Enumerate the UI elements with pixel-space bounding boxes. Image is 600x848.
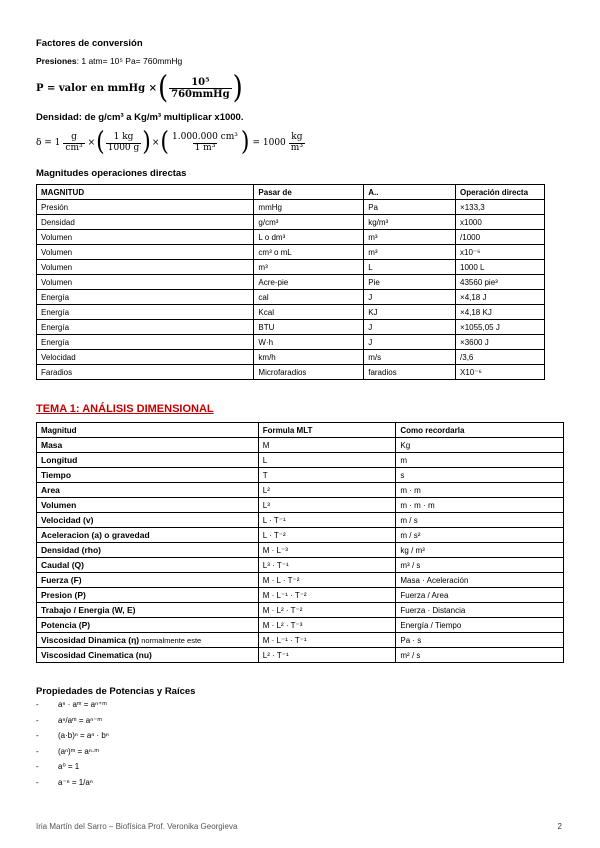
presiones-line (36, 56, 182, 66)
paren-open: ( (157, 70, 169, 106)
conversion-cell: faradios (364, 365, 456, 380)
formula-d-start: δ = 1 (36, 138, 61, 148)
dimensional-cell: m / s (396, 513, 564, 528)
dimensional-cell: Masa (37, 438, 259, 453)
conversion-cell: Energía (37, 320, 254, 335)
conversion-cell: km/h (254, 350, 364, 365)
conversion-cell: J (364, 335, 456, 350)
conversion-cell: Volumen (37, 230, 254, 245)
table-row (37, 200, 545, 215)
formula-d-f2 (170, 133, 240, 154)
conversion-cell: Microfaradios (254, 365, 364, 380)
dimensional-cell: m · m (396, 483, 564, 498)
table-row (37, 290, 545, 305)
dimensional-cell: L² · T⁻¹ (258, 648, 396, 663)
dimensional-cell: Area (37, 483, 259, 498)
dimensional-cell: m² / s (396, 648, 564, 663)
conversion-cell: BTU (254, 320, 364, 335)
dimensional-cell: Velocidad (v) (37, 513, 259, 528)
conversion-cell: m/s (364, 350, 456, 365)
table-row (37, 603, 564, 618)
formula-d-unit (63, 133, 84, 154)
dimensional-cell: Fuerza · Distancia (396, 603, 564, 618)
table-row (37, 513, 564, 528)
dimensional-cell: L³ (258, 498, 396, 513)
conversion-cell: W·h (254, 335, 364, 350)
dimensional-cell: Potencia (P) (37, 618, 259, 633)
dimensional-cell: Aceleracion (a) o gravedad (37, 528, 259, 543)
dimensional-cell: m · m · m (396, 498, 564, 513)
conversion-cell: Energía (37, 290, 254, 305)
dimensional-cell: L · T⁻¹ (258, 513, 396, 528)
conversion-cell: KJ (364, 305, 456, 320)
table-row (37, 558, 564, 573)
conversion-cell: cm³ o mL (254, 245, 364, 260)
dimensional-cell: Viscosidad Dinamica (η) normalmente este (37, 633, 259, 648)
conversion-cell: m³ (364, 230, 456, 245)
table-row (37, 215, 545, 230)
dimensional-cell: T (258, 468, 396, 483)
formula-d-f1 (106, 133, 142, 154)
heading-magnitudes: Magnitudes operaciones directas (36, 168, 187, 179)
dimensional-cell: Viscosidad Cinematica (nu) (37, 648, 259, 663)
list-item: - a⁰ = 1 (36, 762, 80, 771)
heading-props: Propiedades de Potencias y Raíces (36, 686, 196, 697)
list-item: - aⁿ · aᵐ = aⁿ⁺ᵐ (36, 700, 107, 709)
formula-d-cm3: cm³ (65, 142, 83, 153)
visc-note: normalmente este (139, 636, 202, 645)
dimensional-cell: M · L⁻³ (258, 543, 396, 558)
formula-d-f1-den: 1000 g (107, 142, 140, 153)
table-row (37, 275, 545, 290)
conversion-cell: ×133,3 (456, 200, 545, 215)
table-row (37, 230, 545, 245)
formula-d-result: = 1000 (252, 138, 286, 148)
dimensional-table-body (37, 438, 564, 663)
dimensional-header-0: Magnitud (37, 423, 259, 438)
tema1-title: TEMA 1: ANÁLISIS DIMENSIONAL (36, 403, 214, 415)
dimensional-header-1: Formula MLT (258, 423, 396, 438)
dimensional-cell: L (258, 453, 396, 468)
conversion-cell: cal (254, 290, 364, 305)
conversion-table-body (37, 200, 545, 380)
formula-d-f2-den: 1 m³ (194, 142, 216, 153)
dimensional-cell: L³ · T⁻¹ (258, 558, 396, 573)
conversion-cell: 1000 L (456, 260, 545, 275)
table-row (37, 633, 564, 648)
dimensional-cell: Fuerza / Area (396, 588, 564, 603)
dimensional-cell: Kg (396, 438, 564, 453)
conversion-cell: L (364, 260, 456, 275)
dimensional-cell: Densidad (rho) (37, 543, 259, 558)
paren-close: ) (232, 70, 243, 106)
conversion-cell: J (364, 290, 456, 305)
formula-d-kg: kg (291, 131, 303, 142)
table-row (37, 453, 564, 468)
table-row (37, 320, 545, 335)
conversion-cell: ×4,18 KJ (456, 305, 545, 320)
dimensional-table (36, 422, 564, 663)
formula-d-g: g (71, 131, 77, 142)
dimensional-cell: L · T⁻² (258, 528, 396, 543)
conversion-header-2: A.. (364, 185, 456, 200)
densidad-heading: Densidad: de g/cm³ a Kg/m³ multiplicar x1000. (36, 112, 244, 123)
table-row (37, 618, 564, 633)
conversion-cell: X10⁻⁶ (456, 365, 545, 380)
conversion-cell: ×1055,05 J (456, 320, 545, 335)
list-item: - (aⁿ)ᵐ = aⁿ·ᵐ (36, 746, 100, 756)
conversion-cell: Pie (364, 275, 456, 290)
dimensional-cell: M (258, 438, 396, 453)
table-row (37, 648, 564, 663)
dimensional-cell: kg / m³ (396, 543, 564, 558)
dimensional-cell: L² (258, 483, 396, 498)
conversion-cell: g/cm³ (254, 215, 364, 230)
formula-p-den: 760mmHg (171, 88, 230, 100)
dimensional-cell: M · L² · T⁻² (258, 603, 396, 618)
list-item: - a⁻ⁿ = 1/aⁿ (36, 777, 93, 787)
table-row (37, 483, 564, 498)
conversion-cell: x1000 (456, 215, 545, 230)
table-row (37, 468, 564, 483)
conversion-cell: Velocidad (37, 350, 254, 365)
dimensional-cell: Energía / Tiempo (396, 618, 564, 633)
formula-densidad: δ = 1 $\frac{g}{\text{cm³}}$ × ( $\frac{1 kg}{1000 g}$ ) × ( $\frac{\text{1.000.000 cm³}}{\text{1 m³}}$ ) = 1000 $\frac{kg}{\text{m³}}$ (36, 127, 303, 158)
formula-p-fraction (169, 77, 231, 100)
presiones-text: : 1 atm= 10⁵ Pa= 760mmHg (76, 56, 183, 66)
conversion-cell: Volumen (37, 275, 254, 290)
dimensional-cell: Longitud (37, 453, 259, 468)
dimensional-cell: Fuerza (F) (37, 573, 259, 588)
formula-p-num: 10⁵ (191, 76, 210, 88)
conversion-cell: ×3600 J (456, 335, 545, 350)
formula-d-f1-num: 1 kg (113, 131, 134, 142)
conversion-cell: /1000 (456, 230, 545, 245)
formula-p-lhs: P = valor en mmHg × (36, 82, 157, 94)
footer-text: Iria Martín del Sarro – Biofísica Prof. Veronika Georgieva (36, 822, 238, 831)
conversion-cell: Volumen (37, 260, 254, 275)
table-row (37, 573, 564, 588)
dimensional-cell: Presion (P) (37, 588, 259, 603)
conversion-cell: J (364, 320, 456, 335)
conversion-cell: Pa (364, 200, 456, 215)
table-row (37, 438, 564, 453)
conversion-cell: Energía (37, 335, 254, 350)
conversion-table (36, 184, 545, 380)
conversion-cell: m³ (254, 260, 364, 275)
conversion-cell: Faradios (37, 365, 254, 380)
conversion-header-0: MAGNITUD (37, 185, 254, 200)
dimensional-table-header (37, 423, 564, 438)
conversion-table-header (37, 185, 545, 200)
conversion-cell: Volumen (37, 245, 254, 260)
conversion-cell: mmHg (254, 200, 364, 215)
dimensional-cell: Pa · s (396, 633, 564, 648)
dimensional-cell: Caudal (Q) (37, 558, 259, 573)
dimensional-cell: Trabajo / Energia (W, E) (37, 603, 259, 618)
table-row (37, 260, 545, 275)
dimensional-cell: m (396, 453, 564, 468)
props-list (36, 700, 109, 793)
table-row (37, 498, 564, 513)
conversion-header-1: Pasar de (254, 185, 364, 200)
page-number: 2 (557, 822, 562, 831)
formula-presion (36, 72, 244, 104)
formula-d-f2-num: 1.000.000 cm³ (172, 131, 238, 142)
table-row (37, 365, 545, 380)
conversion-cell: 43560 pie³ (456, 275, 545, 290)
conversion-cell: x10⁻⁶ (456, 245, 545, 260)
dimensional-cell: M · L⁻¹ · T⁻² (258, 588, 396, 603)
dimensional-cell: s (396, 468, 564, 483)
conversion-header-3: Operación directa (456, 185, 545, 200)
table-row (37, 588, 564, 603)
conversion-cell: Acre-pie (254, 275, 364, 290)
formula-d-m3: m³ (290, 142, 303, 153)
conversion-cell: L o dm³ (254, 230, 364, 245)
dimensional-header-2: Como recordarla (396, 423, 564, 438)
list-item: - aⁿ/aᵐ = aⁿ⁻ᵐ (36, 715, 102, 725)
conversion-cell: Kcal (254, 305, 364, 320)
table-row (37, 350, 545, 365)
conversion-cell: Presión (37, 200, 254, 215)
table-row (37, 543, 564, 558)
presiones-label: Presiones (36, 56, 77, 66)
conversion-cell: kg/m³ (364, 215, 456, 230)
conversion-cell: m³ (364, 245, 456, 260)
heading-factores: Factores de conversión (36, 38, 143, 49)
table-row (37, 335, 545, 350)
dimensional-cell: Volumen (37, 498, 259, 513)
dimensional-cell: M · L · T⁻² (258, 573, 396, 588)
dimensional-cell: m³ / s (396, 558, 564, 573)
conversion-cell: Densidad (37, 215, 254, 230)
table-row (37, 305, 545, 320)
dimensional-cell: M · L² · T⁻³ (258, 618, 396, 633)
dimensional-cell: Tiempo (37, 468, 259, 483)
table-row (37, 245, 545, 260)
dimensional-cell: Masa · Aceleración (396, 573, 564, 588)
conversion-cell: Energía (37, 305, 254, 320)
dimensional-cell: m / s² (396, 528, 564, 543)
dimensional-cell: M · L⁻¹ · T⁻¹ (258, 633, 396, 648)
table-row (37, 528, 564, 543)
conversion-cell: ×4,18 J (456, 290, 545, 305)
formula-d-result-unit (289, 133, 305, 154)
conversion-cell: /3,6 (456, 350, 545, 365)
list-item: - (a·b)ⁿ = aⁿ · bⁿ (36, 731, 109, 740)
